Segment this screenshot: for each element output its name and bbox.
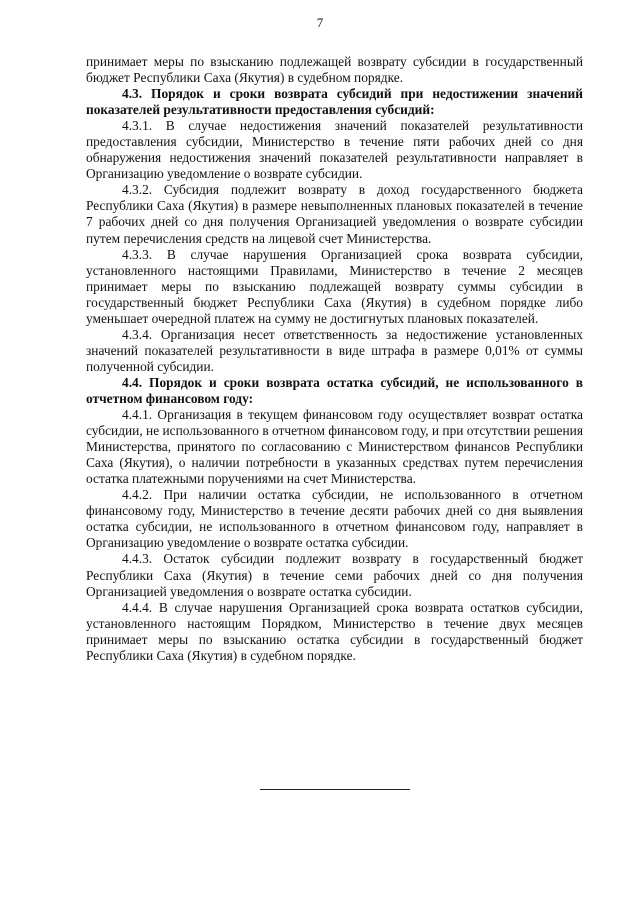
clause-4-3-2: 4.3.2. Субсидия подлежит возврату в доход государственного бюджета Республики Саха (Якутия) в размере невыполненных плановых показателей в течение 7 рабочих дней со дня получения Организацией уведомления о возврате субсидии путем перечисления средств на лицевой счет Министерства.	[86, 182, 583, 246]
section-heading-4-4: 4.4. Порядок и сроки возврата остатка субсидий, не использованного в отчетном финансовом году:	[86, 374, 583, 406]
clause-4-4-4: 4.4.4. В случае нарушения Организацией срока возврата остатков субсидии, установленного настоящим Порядком, Министерство в течение двух месяцев принимает меры по взысканию остатка субсидии в государственный бюджет Республики Саха (Якутия) в судебном порядке.	[86, 599, 583, 663]
continued-paragraph: принимает меры по взысканию подлежащей возврату субсидии в государственный бюджет Республики Саха (Якутия) в судебном порядке.	[86, 54, 583, 86]
section-heading-4-3: 4.3. Порядок и сроки возврата субсидий при недостижении значений показателей результативности предоставления субсидий:	[86, 86, 583, 118]
clause-4-3-4: 4.3.4. Организация несет ответственность за недостижение установленных значений показателей результативности в виде штрафа в размере 0,01% от суммы полученной субсидии.	[86, 326, 583, 374]
clause-4-4-2: 4.4.2. При наличии остатка субсидии, не использованного в отчетном финансовому году, Министерство в течение десяти рабочих дней со дня выявления остатка субсидии, не использованного в отчетном финансовом году, направляет в Организацию уведомление о возврате остатка субсидии.	[86, 487, 583, 551]
end-divider	[260, 789, 410, 790]
clause-4-3-1: 4.3.1. В случае недостижения значений показателей результативности предоставления субсидии, Министерство в течение пяти рабочих дней со дня обнаружения недостижения значений показателей результативности направляет в Организацию уведомление о возврате субсидии.	[86, 118, 583, 182]
clause-4-3-3: 4.3.3. В случае нарушения Организацией срока возврата субсидии, установленного настоящими Правилами, Министерство в течение 2 месяцев принимает меры по взысканию подлежащей возврату суммы субсидии в государственный бюджет Республики Саха (Якутия) в судебном порядке либо уменьшает очередной платеж на сумму не достигнутых плановых показателей.	[86, 246, 583, 326]
clause-4-4-1: 4.4.1. Организация в текущем финансовом году осуществляет возврат остатка субсидии, не использованного в отчетном финансовом году, и при отсутствии решения Министерства, принятого по согласованию с Министерством финансов Республики Саха (Якутия), о наличии потребности в указанных средствах путем перечисления остатка платежными поручениями на счет Министерства.	[86, 407, 583, 487]
document-body	[86, 54, 583, 664]
page-number: 7	[316, 15, 324, 30]
clause-4-4-3: 4.4.3. Остаток субсидии подлежит возврату в государственный бюджет Республики Саха (Якутия) в течение семи рабочих дней со дня получения Организацией уведомления о возврате остатка субсидии.	[86, 551, 583, 599]
